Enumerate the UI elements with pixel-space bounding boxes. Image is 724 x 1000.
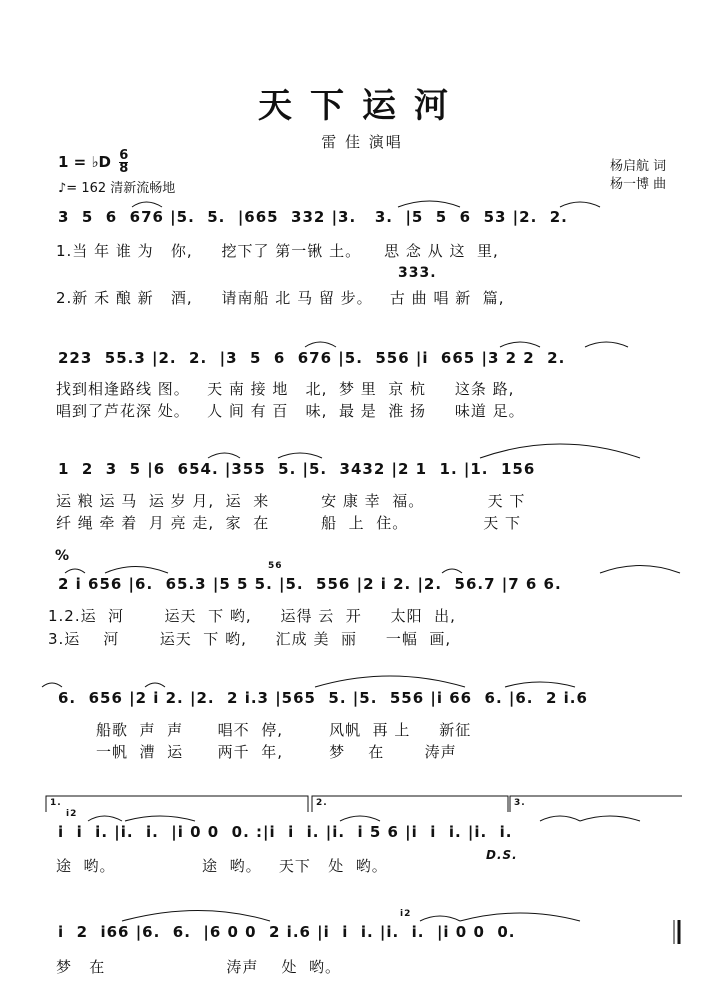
slur <box>480 444 640 458</box>
meter-top: 6 <box>119 148 129 163</box>
lyricist-credit: 杨启航 词 <box>610 159 667 174</box>
volta-bracket-2 <box>312 796 508 812</box>
grace-note-row-4: 56 <box>268 561 283 571</box>
lyric-row-2-verse-1: 找到相逢路线 图。 天 南 接 地 北, 梦 里 京 杭 这条 路, <box>56 380 515 398</box>
lyric-row-6: 途 哟。 途 哟。 天下 处 哟。 <box>56 857 388 875</box>
dal-segno-marking: D.S. <box>486 848 518 862</box>
slur <box>278 453 322 458</box>
slur <box>600 566 680 574</box>
lyric-row-5-verse-1: 船歌 声 声 唱不 停, 风帆 再 上 新征 <box>96 721 472 739</box>
segno-sign: % <box>55 548 71 564</box>
volta-bracket-3 <box>510 796 682 812</box>
slur <box>305 342 336 347</box>
grace-note-row-7: i2 <box>400 909 412 919</box>
notation-row-1-alt: 333. <box>398 265 437 281</box>
slur <box>315 676 465 687</box>
key-label: 1 = ♭D <box>58 153 111 171</box>
notation-row-6: i i i. |i. i. |i 0 0 0. :|i i i. |i. i 5 6 |i i i. |i. i. <box>58 823 513 841</box>
slur <box>505 682 575 687</box>
slur <box>105 567 168 574</box>
volta-bracket-1 <box>46 796 308 812</box>
slur <box>122 911 270 922</box>
tempo-marking: ♪= 162 清新流畅地 <box>58 181 176 196</box>
lyric-row-7: 梦 在 涛声 处 哟。 <box>56 958 342 976</box>
slur <box>125 816 195 821</box>
lyric-row-2-verse-2: 唱到了芦花深 处。 人 间 有 百 味, 最 是 淮 扬 味道 足。 <box>56 402 525 420</box>
composer-credit: 杨一博 曲 <box>610 177 667 192</box>
grace-note-row-6: i2 <box>66 809 78 819</box>
notation-row-1: 3 5 6 676 |5. 5. |665 332 |3. 3. |5 5 6 53 |2. 2. <box>58 208 568 226</box>
volta-2-label: 2. <box>316 798 328 808</box>
lyric-row-5-verse-2: 一帆 漕 运 两千 年, 梦 在 涛声 <box>96 743 457 761</box>
volta-1-label: 1. <box>50 798 62 808</box>
slur <box>540 816 580 821</box>
notation-row-2: 223 55.3 |2. 2. |3 5 6 676 |5. 556 |i 665 |3 2 2 2. <box>58 349 566 367</box>
slur <box>88 816 122 821</box>
slur <box>442 569 462 573</box>
slur <box>145 683 165 687</box>
lyric-row-3-verse-1: 运 粮 运 马 运 岁 月, 运 来 安 康 幸 福。 天 下 <box>56 492 526 510</box>
notation-row-3: 1 2 3 5 |6 654. |355 5. |5. 3432 |2 1 1. |1. 156 <box>58 460 536 478</box>
slur <box>42 683 62 687</box>
slur <box>580 816 640 821</box>
notation-row-4: 2 i 656 |6. 65.3 |5 5 5. |5. 556 |2 i 2. |2. 56.7 |7 6 6. <box>58 575 562 593</box>
notation-row-7: i 2 i66 |6. 6. |6 0 0 2 i.6 |i i i. |i. i. |i 0 0 0. <box>58 923 516 941</box>
slur <box>560 202 600 207</box>
slur <box>340 816 380 821</box>
slur <box>208 453 240 458</box>
slur <box>585 342 628 347</box>
performer-credit: 雷 佳 演唱 <box>321 133 403 151</box>
slur <box>65 569 85 573</box>
meter-bottom: 8 <box>119 161 129 176</box>
volta-3-label: 3. <box>514 798 526 808</box>
slur <box>398 201 460 207</box>
notation-row-5: 6. 656 |2 i 2. |2. 2 i.3 |565 5. |5. 556 |i 66 6. |6. 2 i.6 <box>58 689 588 707</box>
slur <box>132 202 162 207</box>
lyric-row-3-verse-2: 纤 绳 牵 着 月 亮 走, 家 在 船 上 住。 天 下 <box>56 514 521 532</box>
lyric-row-4-verse-2: 3.运 河 运天 下 哟, 汇成 美 丽 一幅 画, <box>48 630 452 648</box>
slur <box>460 913 580 921</box>
lyric-row-4-verse-1: 1.2.运 河 运天 下 哟, 运得 云 开 太阳 出, <box>48 607 456 625</box>
lyric-row-1-verse-1: 1.当 年 谁 为 你, 挖下了 第一锹 土。 思 念 从 这 里, <box>56 242 499 260</box>
slur <box>500 342 540 347</box>
song-title: 天下运河 <box>258 86 466 126</box>
slur <box>420 916 460 921</box>
lyric-row-1-verse-2: 2.新 禾 酿 新 酒, 请南船 北 马 留 步。 古 曲 唱 新 篇, <box>56 289 505 307</box>
